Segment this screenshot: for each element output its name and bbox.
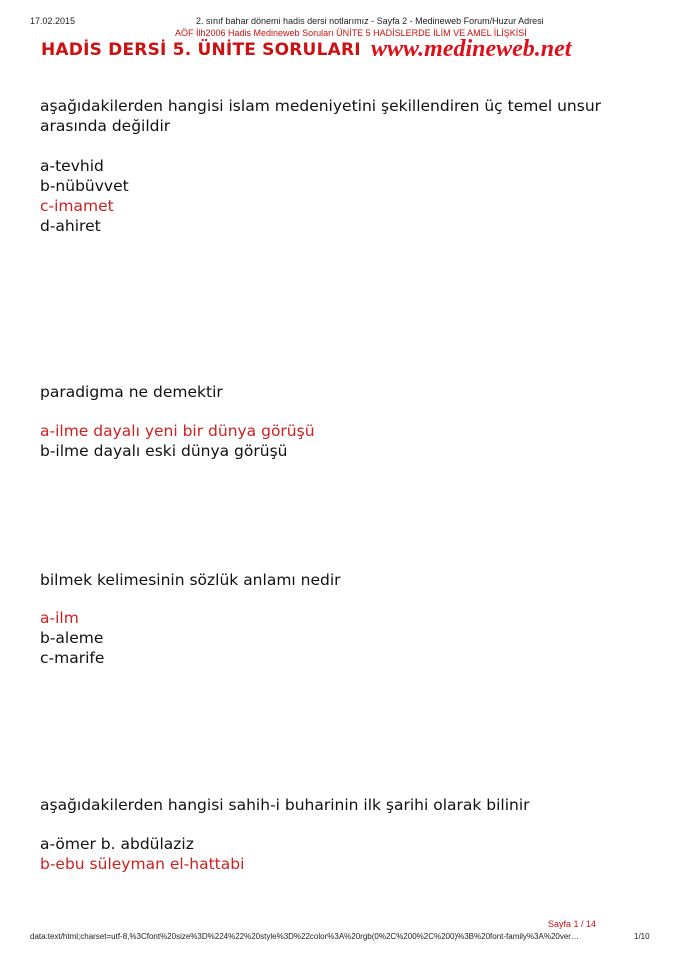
question-text-line: bilmek kelimesinin sözlük anlamı nedir (40, 571, 341, 589)
question-1 (40, 96, 601, 136)
option-b: b-nübüvvet (40, 177, 129, 195)
print-url: data:text/html;charset=utf-8,%3Cfont%20size%3D%224%22%20style%3D%22color%3A%20rgb(0%2C%200%2C%200)%3B%20font-family%3A%20ver… (30, 932, 579, 941)
option-b-correct: b-ebu süleyman el-hattabi (40, 855, 245, 873)
document-title: HADİS DERSİ 5. ÜNİTE SORULARI (41, 40, 361, 60)
option-a-correct: a-ilme dayalı yeni bir dünya görüşü (40, 422, 315, 440)
question-2-options (40, 421, 315, 461)
print-page-number: 1/10 (634, 932, 650, 941)
option-b: b-aleme (40, 629, 104, 647)
question-3-options (40, 608, 104, 668)
option-a: a-tevhid (40, 157, 104, 175)
question-1-options (40, 156, 129, 236)
question-text-line: aşağıdakilerden hangisi sahih-i buharinin ilk şarihi olarak bilinir (40, 796, 530, 814)
option-c: c-marife (40, 649, 105, 667)
question-4-options (40, 834, 244, 874)
option-a: a-ömer b. abdülaziz (40, 835, 194, 853)
option-a-correct: a-ilm (40, 609, 79, 627)
question-text-line: paradigma ne demektir (40, 383, 223, 401)
document-subtitle: AÖF İlh2006 Hadis Medineweb Soruları ÜNİTE 5 HADİSLERDE İLİM VE AMEL İLİŞKİSİ (175, 28, 527, 38)
option-c-correct: c-imamet (40, 197, 114, 215)
question-text-line: arasında değildir (40, 117, 171, 135)
question-2 (40, 382, 223, 402)
print-date: 17.02.2015 (30, 16, 76, 26)
question-text-line: aşağıdakilerden hangisi islam medeniyetini şekillendiren üç temel unsur (40, 97, 602, 115)
site-url: www.medineweb.net (371, 36, 572, 62)
print-page-title: 2. sınıf bahar dönemi hadis dersi notlarımız - Sayfa 2 - Medineweb Forum/Huzur Adresi (196, 16, 544, 26)
option-b: b-ilme dayalı eski dünya görüşü (40, 442, 288, 460)
page-indicator: Sayfa 1 / 14 (548, 919, 597, 929)
question-3 (40, 570, 341, 590)
option-d: d-ahiret (40, 217, 101, 235)
question-4 (40, 795, 530, 815)
